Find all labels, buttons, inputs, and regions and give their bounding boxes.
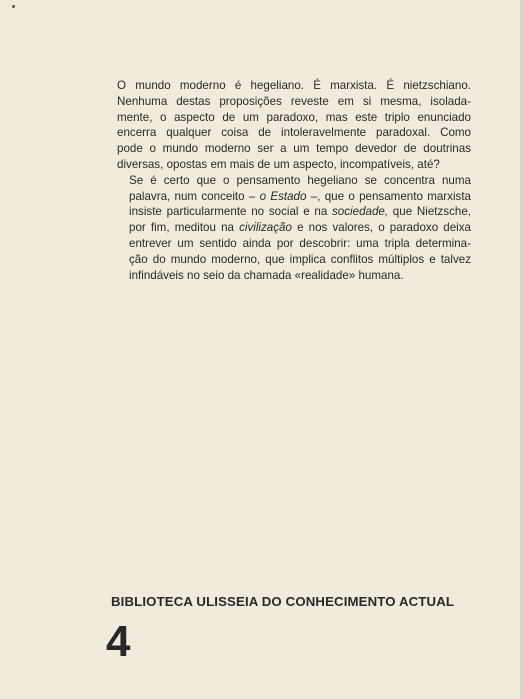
paper-speck	[12, 5, 15, 8]
text-line: O mundo moderno é hegeliano. É marxista. É nietzschiano.	[117, 79, 471, 92]
italic-term-estado: o Estado	[259, 189, 307, 203]
text-line: Nenhuma destas proposições reveste em si mesma, isolada-	[117, 94, 471, 108]
text-run: –, que o pensamento marxista	[306, 189, 471, 203]
text-line: encerra qualquer coisa de intoleravelmente paradoxal. Como	[117, 126, 471, 140]
text-line: mente, o aspecto de um paradoxo, mas este triplo enunciado	[117, 110, 471, 124]
blurb-text	[117, 78, 471, 283]
text-line: ção do mundo moderno, que implica conflitos múltiplos e talvez	[129, 252, 471, 266]
paragraph-2	[117, 173, 471, 284]
text-run: insiste particularmente no social e na	[129, 205, 332, 219]
volume-number: 4	[106, 617, 131, 666]
text-line: entrever um sentido ainda por descobrir: uma tripla determina-	[129, 236, 471, 250]
text-line	[117, 189, 471, 205]
text-line: diversas, opostas em mais de um aspecto, incompatíveis, até?	[117, 157, 440, 171]
text-run: que Nietzsche,	[388, 205, 471, 219]
paragraph-1	[117, 78, 471, 173]
italic-term-sociedade: sociedade,	[332, 205, 389, 219]
text-run: por fim, meditou na	[129, 221, 240, 235]
text-line: infindáveis no seio da chamada «realidade» humana.	[129, 268, 404, 282]
text-line	[117, 204, 471, 220]
italic-term-civilizacao: civilização	[239, 221, 292, 235]
text-run: palavra, num conceito –	[129, 189, 260, 203]
text-run: e nos valores, o paradoxo deixa	[291, 221, 471, 235]
text-line: Se é certo que o pensamento hegeliano se concentra numa	[129, 173, 471, 187]
series-title: BIBLIOTECA ULISSEIA DO CONHECIMENTO ACTUAL	[111, 594, 455, 609]
text-line: pode o mundo moderno ser a um tempo devedor de doutrinas	[117, 142, 471, 156]
text-line	[117, 220, 471, 236]
